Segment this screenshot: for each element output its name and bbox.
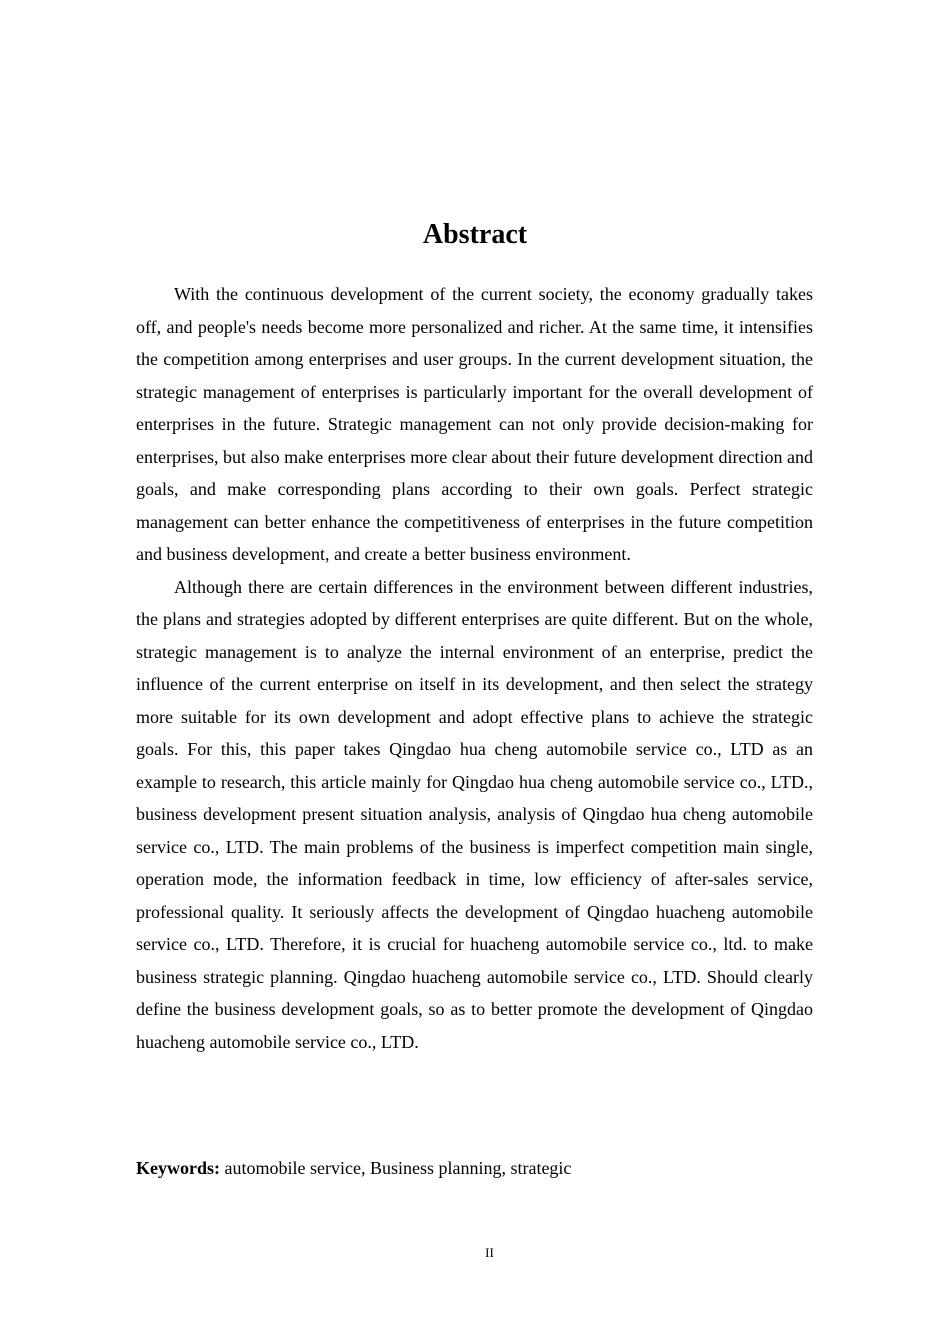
keywords-text: automobile service, Business planning, strategic	[224, 1158, 572, 1178]
keywords-label: Keywords:	[136, 1158, 220, 1178]
abstract-paragraph-2: Although there are certain differences in the environment between different industries, the plans and strategies adopted by different enterprises are quite different. But on the whole, strategic management is to analyze the internal environment of an enterprise, predict the influence of the current enterprise on itself in its development, and then select the strategy more suitable for its own development and adopt effective plans to achieve the strategic goals. For this, this paper takes Qingdao hua cheng automobile service co., LTD as an example to research, this article mainly for Qingdao hua cheng automobile service co., LTD., business development present situation analysis, analysis of Qingdao hua cheng automobile service co., LTD. The main problems of the business is imperfect competition main single, operation mode, the information feedback in time, low efficiency of after-sales service, professional quality. It seriously affects the development of Qingdao huacheng automobile service co., LTD. Therefore, it is crucial for huacheng automobile service co., ltd. to make business strategic planning. Qingdao huacheng automobile service co., LTD. Should clearly define the business development goals, so as to better promote the development of Qingdao huacheng automobile service co., LTD.	[136, 576, 813, 1052]
abstract-body	[136, 278, 813, 1058]
abstract-paragraph-1: With the continuous development of the current society, the economy gradually takes off, and people's needs become more personalized and richer. At the same time, it intensifies the competition among enterprises and user groups. In the current development situation, the strategic management of enterprises is particularly important for the overall development of enterprises in the future. Strategic management can not only provide decision-making for enterprises, but also make enterprises more clear about their future development direction and goals, and make corresponding plans according to their own goals. Perfect strategic management can better enhance the competitiveness of enterprises in the future competition and business development, and create a better business environment.	[136, 284, 813, 564]
keywords-line	[136, 1152, 813, 1184]
page-title: Abstract	[422, 219, 528, 250]
page-number: II	[485, 1245, 494, 1260]
